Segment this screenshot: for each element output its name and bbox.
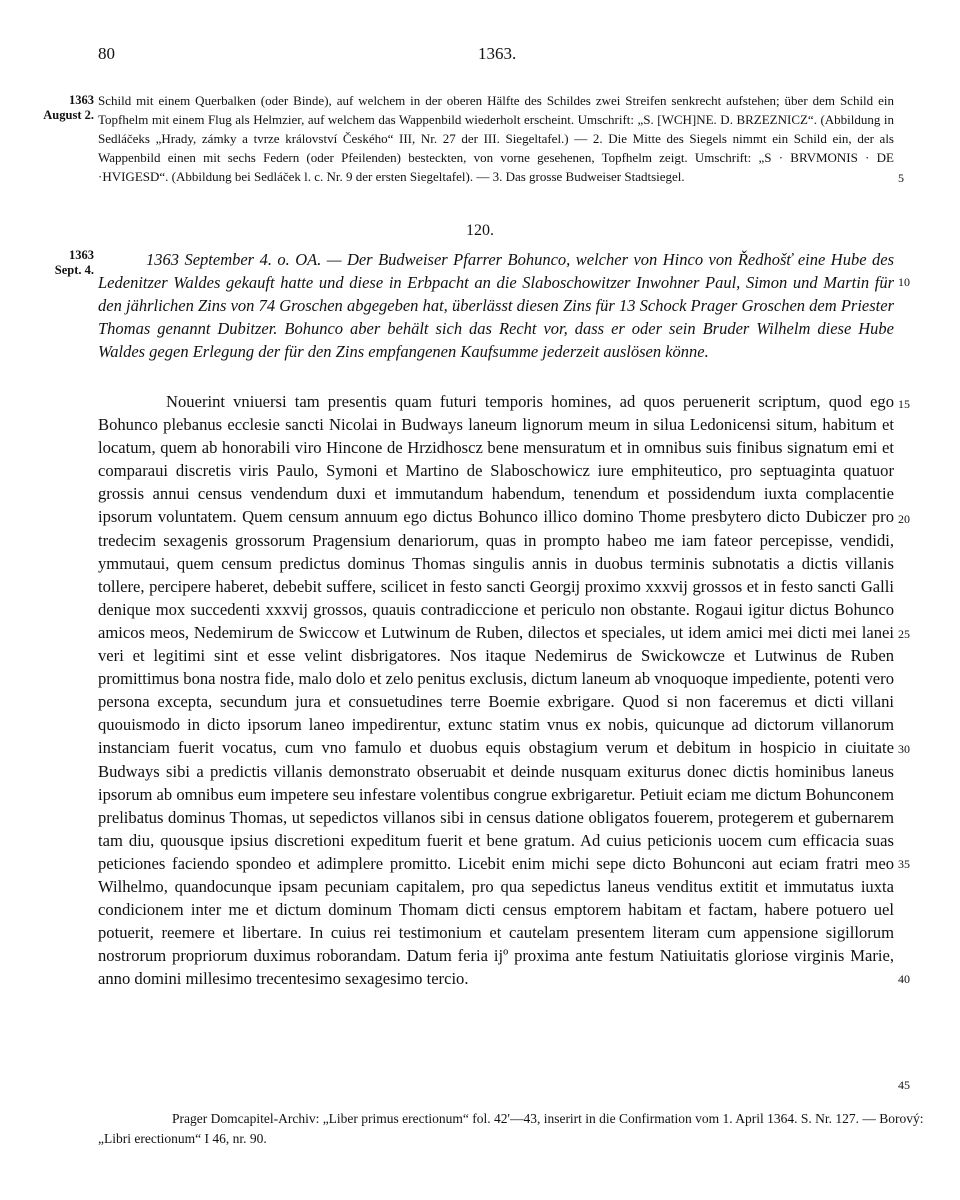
line-number: 25 bbox=[898, 627, 910, 641]
source-note-text: Prager Domcapitel-Archiv: „Liber primus erectionum“ fol. 42'—43, inserirt in die Confirmation vom 1. April 1364. S. Nr. 127. — Borový: „Libri erectionum“ I 46, nr. 90. bbox=[98, 1111, 924, 1146]
line-number: 10 bbox=[898, 275, 910, 289]
margin-date-day: Sept. 4. bbox=[54, 263, 94, 277]
running-header-year: 1363. bbox=[478, 44, 517, 63]
margin-date-day: August 2. bbox=[43, 108, 94, 122]
line-number: 30 bbox=[898, 742, 910, 756]
latin-text: Nouerint vniuersi tam presentis quam futuri temporis homines, ad quos peruenerit scriptum, quod ego Bohunco plebanus ecclesie sancti Nicolai in Budways laneum lignorum meum in silua Ledonicensi situm, habitum et locatum, quem ab honorabili viro Hincone de Hrzidhoscz bene mensuratum et in omnibus suis finibus signatum emi et comparaui discretis viris Paulo, Symoni et Martino de Slaboschowicz iure emphiteutico, pro septuaginta quatuor grossis annui census vendendum duxi et immutandum habendum, tenendum et possidendum iuxta complacentie ipsorum voluntatem. Quem censum annuum ego dictus Bohunco illico domino Thome presbytero dicto Dubiczer pro tredecim sexagenis grossorum Pragensium denariorum, quas in prompto habeo me iam fateor percepisse, vendidi, ymmutaui, quem censum predictus dominus Thomas singulis annis in duobus terminis subnotatis a dictis villanis tollere, percipere haberet, debebit suffere, scilicet in festo sancti Georgij proximo xxxvij grossos et in festo sancti Galli denique mox succedenti xxxvij grossos, quauis contradiccione et periculo non obstante. Rogaui igitur dictus Bohunco amicos meos, Nedemirum de Swiccow et Lutwinum de Ruben, dilectos et speciales, ut idem amici mei dicti mei lanei veri et legitimi sint et esse velint disbrigatores. Nos itaque Nedemirus de Swickowcze et Lutwinus de Ruben promittimus bona nostra fide, malo dolo et zelo penitus exclusis, dictum laneum ab vnoquoque impediente, potenti vero persona excepta, secundum jura et consuetudines terre Boemie exbrigare. Quod si non faceremus et dicti villani quouismodo in dicto ipsorum laneo impedirentur, extunc statim vnus ex nobis, quicunque ad dictorum villanorum instanciam fuerit vocatus, cum vno famulo et duobus equis obstagium verum et debitum in hospicio in ciuitate Budways sibi a predictis villanis demonstrato obseruabit et deinde nusquam exiturus donec dictis hominibus laneus ipsorum ab omnibus eum impetere seu infestare volentibus congrue exbrigaretur. Petiuit eciam me dictum Bohunconem prelibatus dominus Thomas, ut sepedictos villanos sibi in census datione obligatos fouerem, protegerem et gubernarem tam diu, quousque ipsius discretioni expeditum fuerit et bene gratum. Ad cuius peticionis uocem cum efficacia suas peticiones faciendo spondeo et adimplere promitto. Licebit enim michi sepe dicto Bohunconi aut eciam fratri meo Wilhelmo, quandocunque ipsam pecuniam capitalem, pro qua sepedictus laneus venditus extitit et immutatus iuxta condicionem inter me et dictum dominum Thomam dicti census emptorem habitam et factam, habere potuero uel potuerit, reemere et libertare. In cuius rei testimonium et cautelam presentem literam cum appensione sigillorum nostrorum propriorum duximus roborandam. Datum feria ijº proxima ante festum Natiuitatis gloriose virginis Marie, anno domini millesimo trecentesimo sexagesimo tercio. bbox=[98, 392, 894, 989]
regest-text: 1363 September 4. o. OA. — Der Budweiser Pfarrer Bohunco, welcher von Hinco von Ředhošť eine Hube des Ledenitzer Waldes gekauft hatte und diese in Erbpacht an die Slaboschowitzer Inwohner Paul, Simon und Martin für den jährlichen Zins von 74 Groschen abgegeben hat, überlässt diesen Zins für 13 Schock Prager Groschen dem Priester Thomas genannt Dubitzer. Bohunco aber behält sich das Recht vor, dass er oder sein Bruder Wilhelm diese Hube Waldes gegen Erlegung der für den Zins empfangenen Kaufsumme jederzeit auslösen könne. bbox=[98, 250, 894, 361]
previous-document-seal-description: Schild mit einem Querbalken (oder Binde), auf welchem in der oberen Hälfte des Schildes zwei Streifen senkrecht aufstehen; über dem Schild ein Topfhelm mit einem Flug als Helmzier, auf welchem das Wappenbild wiederholt erscheint. Umschrift: „S. [WCH]NE. D. BRZEZNICZ“. (Abbildung in Sedláčeks „Hrady, zámky a tvrze království Českého“ III, Nr. 27 der III. Siegeltafel.) — 2. Die Mitte des Siegels nimmt ein Schild ein, der als Wappenbild einen mit sechs Federn (oder Pfeilenden) besteckten, von vorne gesehenen, Topfhelm zeigt. Umschrift: „S · BRVMONIS · DE ·HVIGESD“. (Abbildung bei Sedláček l. c. Nr. 9 der ersten Siegeltafel). — 3. Das grosse Budweiser Stadtsiegel. bbox=[98, 93, 894, 184]
document-latin-text bbox=[98, 390, 894, 990]
source-note bbox=[98, 1109, 938, 1149]
page-header bbox=[0, 44, 960, 68]
margin-date-current bbox=[18, 248, 94, 278]
margin-date-year: 1363 bbox=[69, 248, 94, 262]
margin-date-previous bbox=[18, 93, 94, 123]
document-number: 120. bbox=[466, 222, 494, 239]
margin-date-year: 1363 bbox=[69, 93, 94, 107]
line-number: 5 bbox=[898, 171, 904, 185]
line-number: 15 bbox=[898, 397, 910, 411]
line-number: 20 bbox=[898, 512, 910, 526]
document-regest bbox=[98, 248, 894, 363]
line-number: 40 bbox=[898, 972, 910, 986]
line-number: 45 bbox=[898, 1078, 910, 1092]
line-number: 35 bbox=[898, 857, 910, 871]
page-number: 80 bbox=[98, 44, 115, 63]
